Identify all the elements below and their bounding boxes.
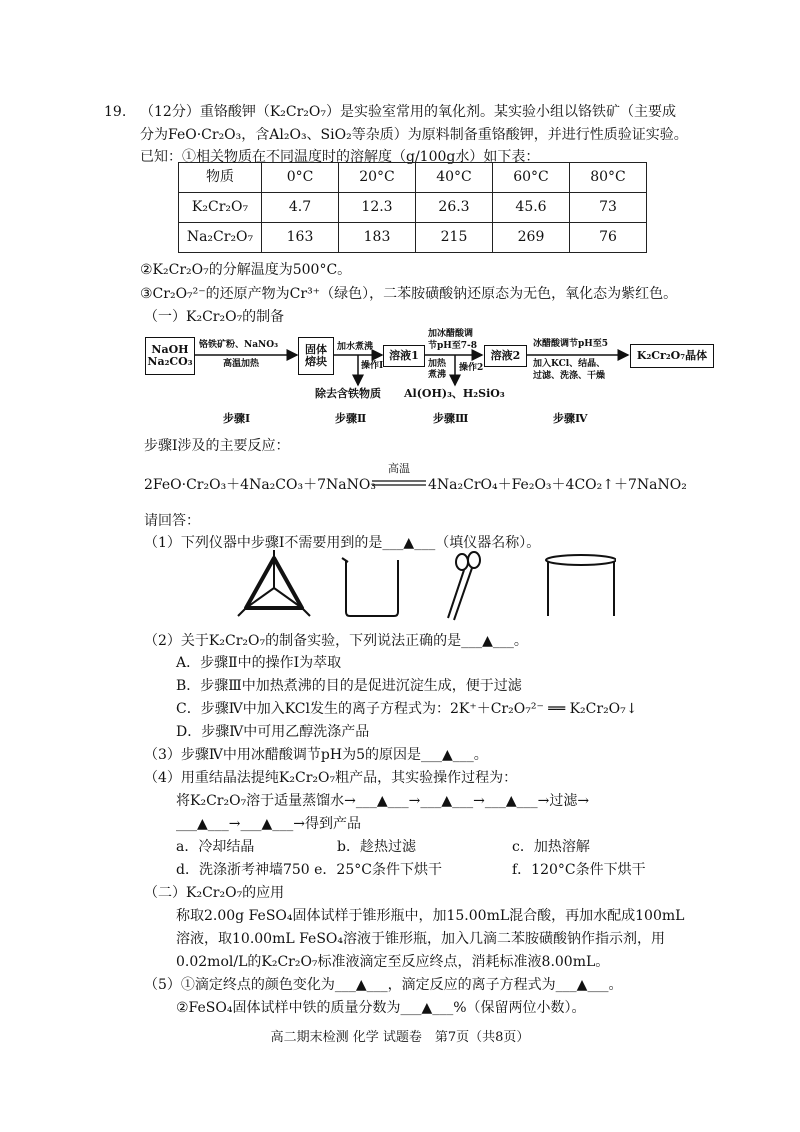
arrow1-bottom-label: 高温加热: [223, 359, 260, 369]
q2-option-d: D．步骤Ⅳ中可用乙醇洗涤产品: [176, 724, 370, 740]
tripod-stand-icon: [546, 555, 616, 616]
reaction-condition: 高温: [388, 462, 410, 475]
q4-option-d-e: d．洗涤浙考神墙750 e．25°C条件下烘干: [176, 862, 442, 878]
arrow4-bottom-label: 过滤、洗涤、干燥: [533, 371, 606, 381]
question-number: 19.: [104, 104, 127, 120]
q4-line1: 将K₂Cr₂O₇溶于适量蒸馏水→___▲___→___▲___→___▲___→过滤→: [176, 793, 590, 809]
solid-line2: 熔块: [305, 355, 327, 368]
q2-option-a: A．步骤Ⅱ中的操作Ⅰ为萃取: [176, 655, 342, 671]
arrow1-top-label: 铬铁矿粉、NaNO₃: [199, 340, 279, 350]
step2-label: 步骤Ⅱ: [335, 412, 367, 425]
q4-line2: ___▲___→___▲___→得到产品: [176, 816, 361, 832]
table-cell: 183: [339, 223, 416, 253]
start-line1: NaOH: [151, 342, 189, 356]
part2-paragraph-line1: 称取2.00g FeSO₄固体试样于锥形瓶中，加15.00mL混合酸，再加水配成100mL: [176, 908, 685, 924]
q2-option-c: C．步骤Ⅳ中加入KCl发生的离子方程式为：2K⁺＋Cr₂O₇²⁻ ══ K₂Cr₂O₇↓: [176, 701, 638, 717]
question-5-part2: ②FeSO₄固体试样中铁的质量分数为___▲___%（保留两位小数）。: [176, 1000, 586, 1016]
table-cell: 163: [262, 223, 339, 253]
table-cell: Na₂Cr₂O₇: [179, 223, 262, 253]
triangle-clay-icon: [238, 550, 310, 616]
question-intro-line2: 分为FeO·Cr₂O₃，含Al₂O₃、SiO₂等杂质）为原料制备重铬酸钾，并进行性质验证实验。: [140, 127, 688, 143]
table-header-row: [179, 163, 647, 193]
table-cell: 26.3: [416, 193, 493, 223]
question-2: （2）关于K₂Cr₂O₇的制备实验，下列说法正确的是___▲___。: [144, 633, 528, 649]
table-row: [179, 193, 647, 223]
table-cell: 物质: [179, 163, 262, 193]
question-intro-line1: （12分）重铬酸钾（K₂Cr₂O₇）是实验室常用的氧化剂。某实验小组以铬铁矿（主要成: [140, 104, 676, 120]
part2-paragraph-line2: 溶液，取10.00mL FeSO₄溶液于锥形瓶，加入几滴二苯胺磺酸钠作指示剂，用: [176, 931, 666, 947]
table-cell: 73: [570, 193, 647, 223]
table-cell: 45.6: [493, 193, 570, 223]
reaction-right: 4Na₂CrO₄＋Fe₂O₃＋4CO₂↑＋7NaNO₂: [428, 477, 687, 493]
arrow4-mid-label: 加入KCl、结晶、: [533, 359, 606, 369]
arrow3-bottom-label3: 操作2: [459, 363, 484, 373]
table-cell: 76: [570, 223, 647, 253]
question-3: （3）步骤Ⅳ中用冰醋酸调节pH为5的原因是___▲___。: [144, 747, 488, 763]
arrow3-top-label2: 节pH至7-8: [428, 341, 478, 351]
table-cell: 269: [493, 223, 570, 253]
table-cell: K₂Cr₂O₇: [179, 193, 262, 223]
table-cell: 40°C: [416, 163, 493, 193]
start-reagents-box: [145, 337, 195, 375]
instrument-figures: [236, 550, 616, 625]
table-cell: 20°C: [339, 163, 416, 193]
solubility-table: [178, 162, 647, 253]
part2-paragraph-line3: 0.02mol/L的K₂Cr₂O₇标准液滴定至反应终点，消耗标准液8.00mL。: [176, 954, 610, 970]
step3-label: 步骤Ⅲ: [433, 412, 469, 425]
step4-label: 步骤Ⅳ: [553, 412, 588, 425]
question-4: （4）用重结晶法提纯K₂Cr₂O₇粗产品，其实验操作过程为：: [144, 770, 518, 786]
arrow2-bottom-label: 操作Ⅰ: [361, 361, 384, 371]
part2-title: （二）K₂Cr₂O₇的应用: [144, 885, 285, 901]
solution2-box: 溶液2: [484, 345, 527, 367]
part1-title: （一）K₂Cr₂O₇的制备: [144, 309, 285, 325]
crucible-tongs-icon: [448, 552, 480, 620]
beaker-icon: [342, 558, 398, 616]
table-row: [179, 223, 647, 253]
known-2: ②K₂Cr₂O₇的分解温度为500°C。: [140, 262, 352, 278]
remove-iron-label: 除去含铁物质: [315, 387, 381, 400]
page-footer: 高二期末检测 化学 试题卷 第7页（共8页）: [270, 1030, 530, 1045]
solid-line1: 固体: [305, 342, 327, 356]
table-cell: 215: [416, 223, 493, 253]
q4-option-c: c．加热溶解: [512, 839, 590, 855]
arrow4-top-label: 冰醋酸调节pH至5: [533, 339, 609, 349]
arrow3-top-label1: 加冰醋酸调: [428, 329, 474, 339]
arrow3-bottom-label1: 加热: [428, 359, 447, 369]
please-answer: 请回答：: [144, 513, 200, 529]
q4-option-f: f．120°C条件下烘干: [512, 862, 646, 878]
table-cell: 4.7: [262, 193, 339, 223]
process-flowchart: [145, 329, 708, 425]
solid-block-box: [298, 337, 334, 375]
step1-label: 步骤Ⅰ: [223, 412, 251, 425]
equals-sign: [372, 478, 426, 488]
question-1: （1）下列仪器中步骤Ⅰ不需要用到的是___▲___（填仪器名称）。: [144, 535, 541, 551]
reaction-left: 2FeO·Cr₂O₃＋4Na₂CO₃＋7NaNO₃: [144, 477, 376, 493]
solution1-box: 溶液1: [383, 345, 425, 367]
question-5-part1: （5）①滴定终点的颜色变化为___▲___，滴定反应的离子方程式为___▲___。: [144, 977, 623, 993]
start-line2: Na₂CO₃: [147, 355, 193, 368]
q2-option-b: B．步骤Ⅲ中加热煮沸的目的是促进沉淀生成，便于过滤: [176, 678, 522, 694]
table-cell: 60°C: [493, 163, 570, 193]
known-3: ③Cr₂O₇²⁻的还原产物为Cr³⁺（绿色），二苯胺磺酸钠还原态为无色，氧化态为紫红色。: [140, 286, 678, 302]
known-1: 已知：①相关物质在不同温度时的溶解度（g/100g水）如下表：: [140, 149, 540, 165]
final-product-box: K₂Cr₂O₇晶体: [630, 344, 714, 368]
q4-option-a: a．冷却结晶: [176, 839, 255, 855]
remove-al-si-label: Al(OH)₃、H₂SiO₃: [404, 387, 505, 400]
arrow3-bottom-label2: 煮沸: [428, 370, 447, 380]
reaction-intro: 步骤Ⅰ涉及的主要反应：: [144, 438, 290, 454]
table-cell: 12.3: [339, 193, 416, 223]
table-cell: 0°C: [262, 163, 339, 193]
table-cell: 80°C: [570, 163, 647, 193]
arrow2-top-label: 加水煮沸: [337, 342, 374, 352]
q4-option-b: b．趁热过滤: [337, 839, 416, 855]
